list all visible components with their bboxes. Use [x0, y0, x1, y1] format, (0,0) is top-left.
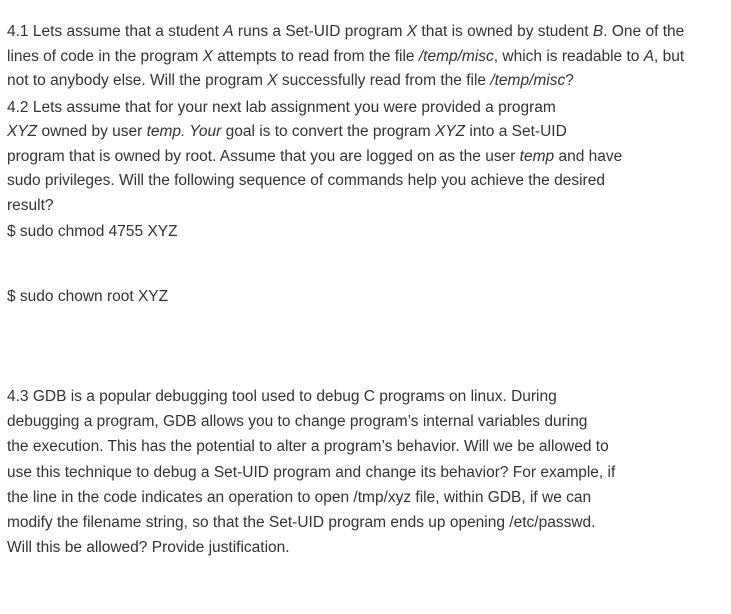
- italic-text: temp. Your: [146, 123, 222, 140]
- q3-line: the execution. This has the potential to alter a program’s behavior. Will we be allowed to: [7, 438, 609, 456]
- q1-line: [7, 20, 723, 45]
- q3-line: modify the filename string, so that the Set-UID program ends up opening /etc/passwd.: [7, 513, 596, 531]
- q2-line: [7, 169, 723, 194]
- text-segment: owned by user: [37, 123, 147, 140]
- q3-line: Will this be allowed? Provide justification.: [7, 539, 290, 557]
- text-segment: , which is readable to: [493, 47, 644, 65]
- q3-line: debugging a program, GDB allows you to change program’s internal variables during: [7, 413, 588, 431]
- italic-text: XYZ: [7, 123, 38, 140]
- text-segment: lines of code in the program: [7, 47, 203, 65]
- question-4-2: [7, 96, 723, 310]
- text-segment: 4.1 Lets assume that a student: [7, 23, 224, 40]
- text-segment: not to anybody else. Will the program: [7, 72, 268, 89]
- text-segment: ?: [565, 72, 574, 89]
- italic-text: temp: [519, 147, 555, 165]
- question-4-1: [7, 20, 723, 94]
- question-4-3: [7, 384, 723, 560]
- q1-line: [7, 45, 723, 70]
- italic-text: B: [592, 23, 604, 40]
- text-segment: that is owned by student: [417, 23, 593, 40]
- command-chown: $ sudo chown root XYZ: [7, 287, 169, 305]
- italic-text: A: [643, 47, 655, 65]
- italic-text: /temp/misc: [418, 47, 494, 65]
- text-segment: sudo privileges. Will the following sequence of commands help you achieve the desired: [7, 172, 605, 189]
- italic-text: A: [223, 23, 234, 40]
- q1-line: [7, 69, 723, 94]
- text-segment: program that is owned by root. Assume that you are logged on as the user: [7, 147, 520, 165]
- q3-line: 4.3 GDB is a popular debugging tool used to debug C programs on linux. During: [7, 388, 557, 405]
- text-segment: result?: [7, 196, 54, 214]
- italic-text: XYZ: [434, 123, 466, 140]
- q2-line: [7, 120, 723, 145]
- italic-text: X: [202, 47, 213, 65]
- text-segment: runs a Set-UID program: [233, 23, 407, 40]
- q3-line: the line in the code indicates an operation to open /tmp/xyz file, within GDB, if we can: [7, 488, 592, 506]
- text-segment: successfully read from the file: [277, 72, 491, 89]
- q2-line: [7, 96, 723, 121]
- document-body: [7, 20, 723, 560]
- q3-line: use this technique to debug a Set-UID program and change its behavior? For example, if: [7, 463, 616, 481]
- command-chmod: $ sudo chmod 4755 XYZ: [7, 223, 178, 240]
- text-segment: into a Set-UID: [465, 123, 567, 140]
- italic-text: X: [267, 72, 278, 89]
- text-segment: attempts to read from the file: [212, 47, 419, 65]
- text-segment: goal is to convert the program: [221, 123, 435, 140]
- italic-text: /temp/misc: [490, 72, 566, 89]
- text-segment: 4.2 Lets assume that for your next lab assignment you were provided a program: [7, 98, 556, 116]
- italic-text: X: [406, 23, 418, 40]
- q2-line: [7, 145, 723, 170]
- text-segment: , but: [654, 47, 685, 65]
- text-segment: . One of the: [603, 23, 685, 40]
- q2-line: [7, 194, 723, 219]
- text-segment: and have: [554, 147, 623, 165]
